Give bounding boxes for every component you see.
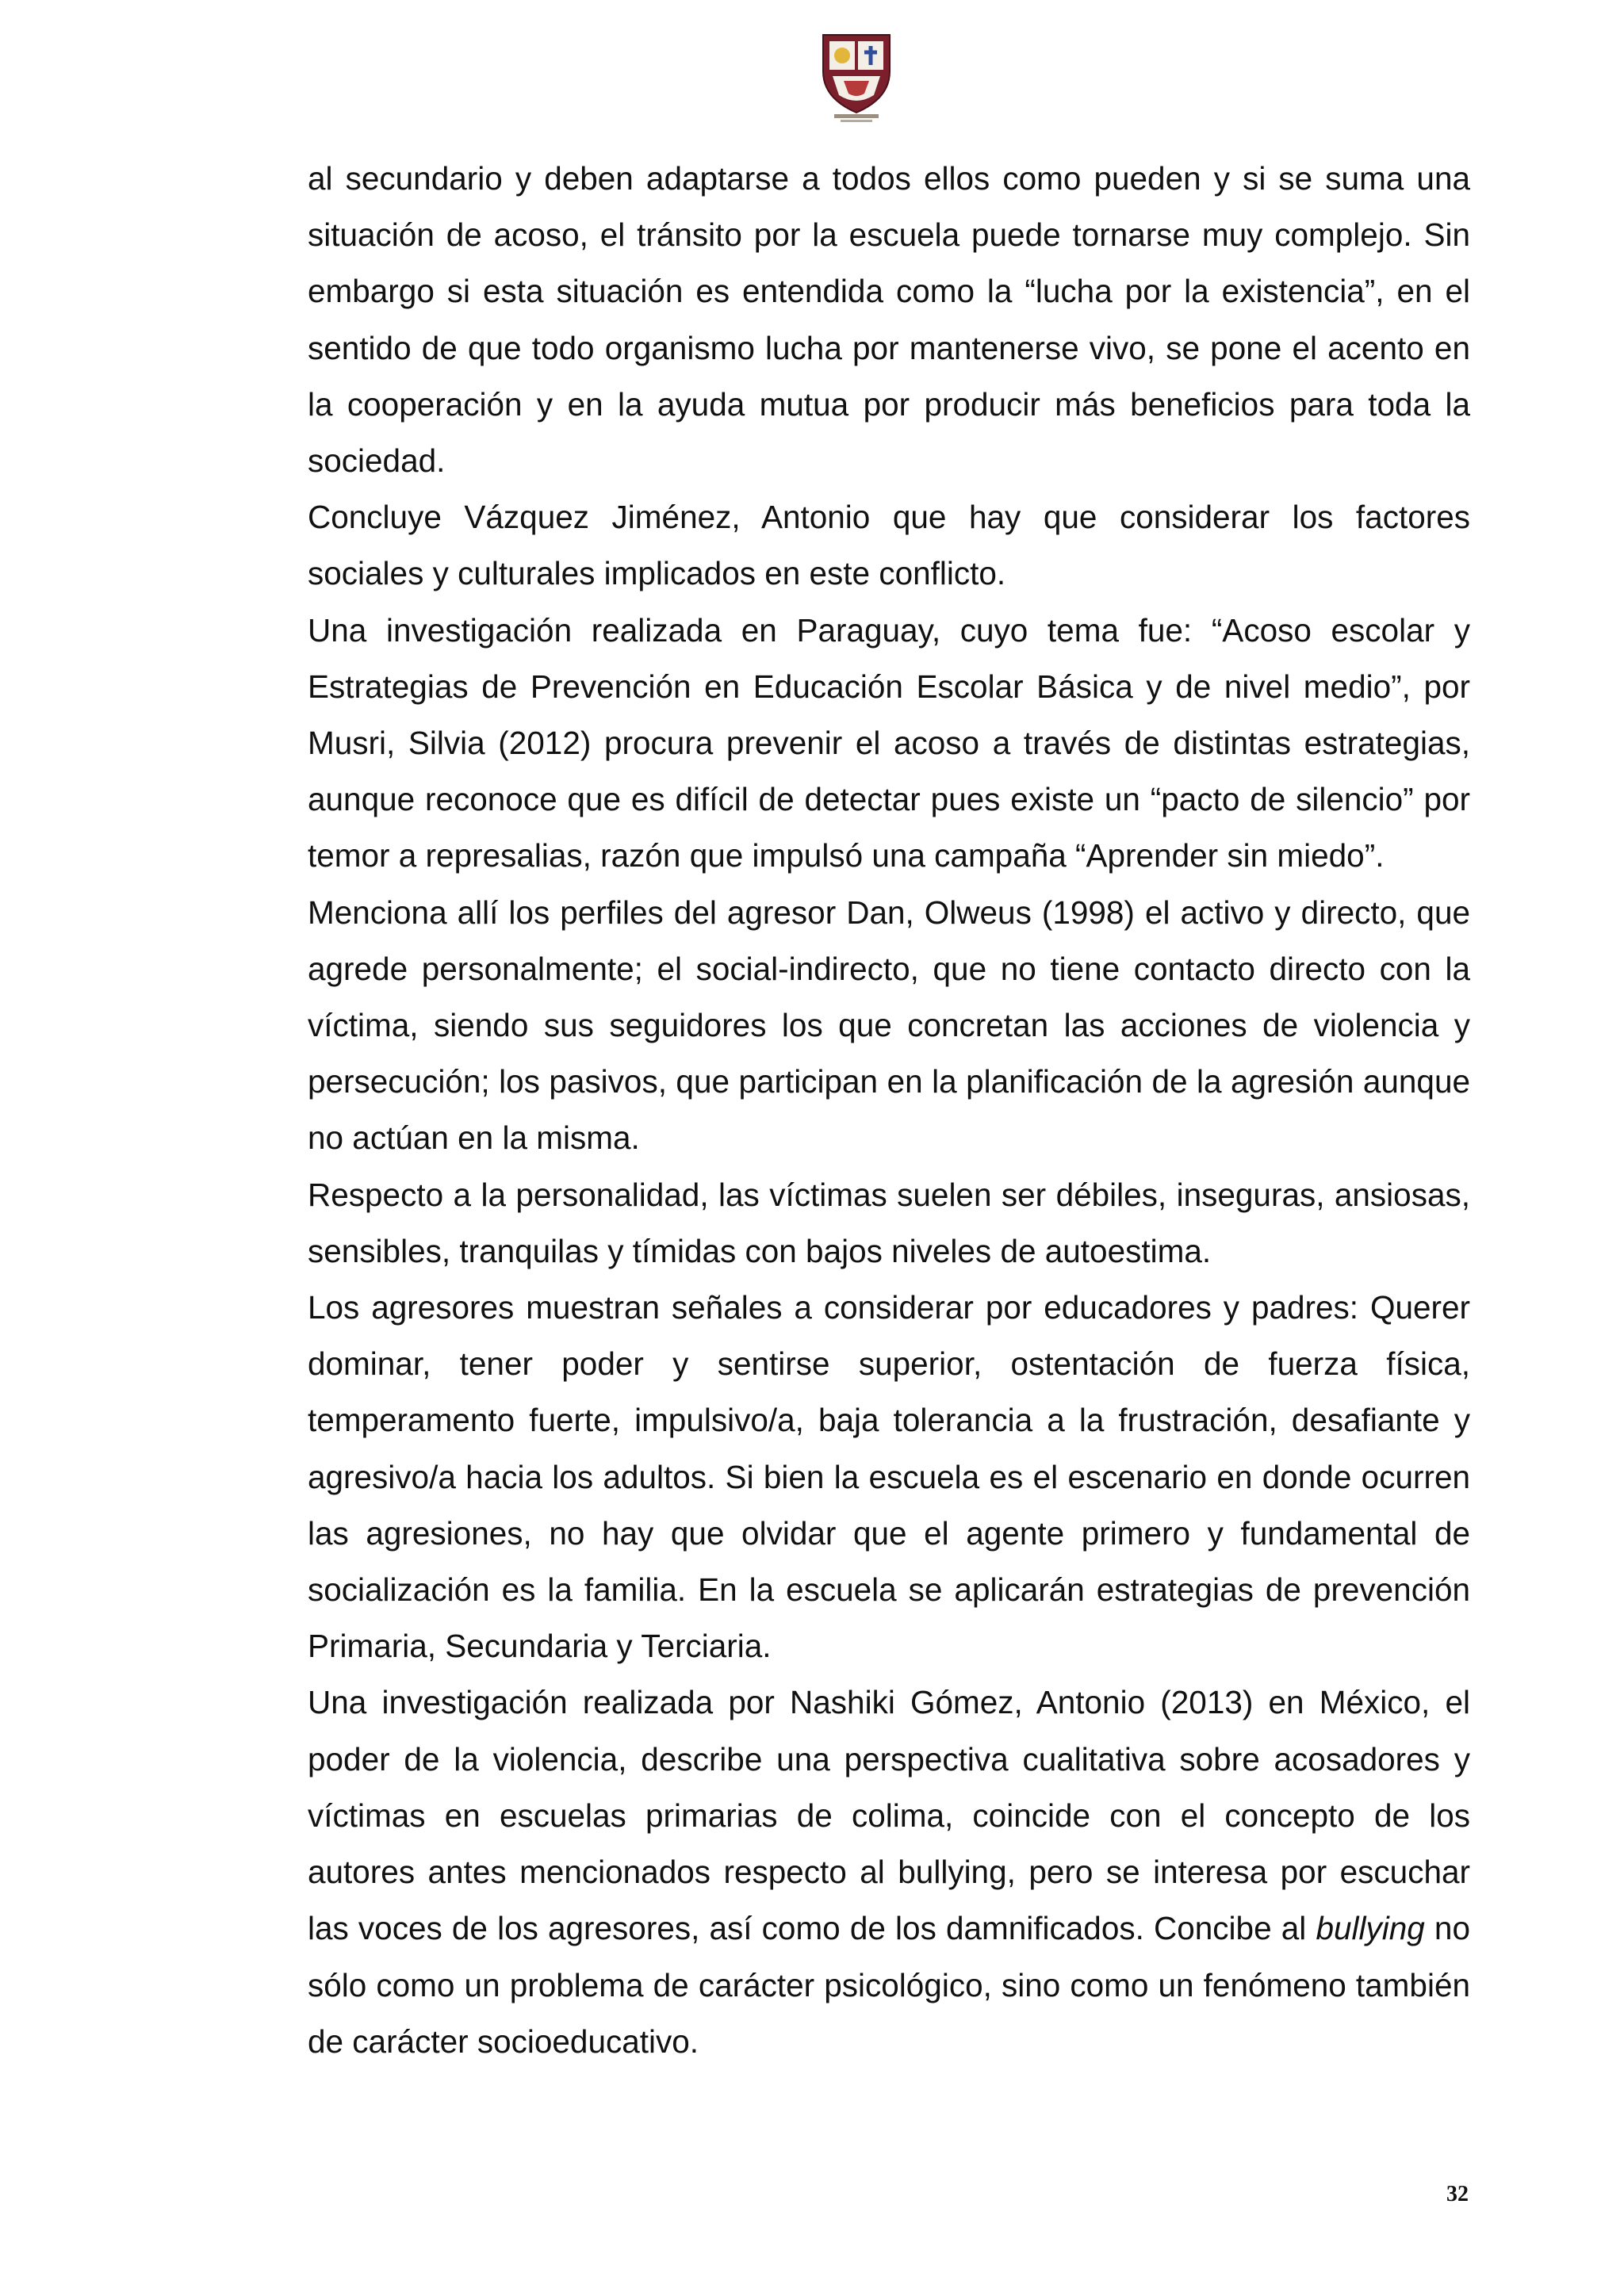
paragraph: al secundario y deben adaptarse a todos ellos como pueden y si se suma una situación de acoso, el tránsito por la escuela puede tornarse muy complejo. Sin embargo si esta situación es entendida como la “lucha por la existencia”, en el sentido de que todo organismo lucha por mantenerse vivo, se pone el acento en la cooperación y en la ayuda mutua por producir más beneficios para toda la sociedad. [308, 160, 1470, 480]
paragraph: Menciona allí los perfiles del agresor Dan, Olweus (1998) el activo y directo, que agrede personalmente; el social-indirecto, que no tiene contacto directo con la víctima, siendo sus seguidores los que concretan las acciones de violencia y persecución; los pasivos, que participan en la planificación de la agresión aunque no actúan en la misma. [308, 894, 1470, 1157]
italic-term: bullying [1316, 1910, 1425, 1947]
page-number: 32 [1446, 2182, 1469, 2206]
paragraph: Los agresores muestran señales a considerar por educadores y padres: Querer dominar, tener poder y sentirse superior, ostentación de fuerza física, temperamento fuerte, impulsivo/a, baja tolerancia a la frustración, desafiante y agresivo/a hacia los adultos. Si bien la escuela es el escenario en donde ocurren las agresiones, no hay que olvidar que el agente primero y fundamental de socialización es la familia. En la escuela se aplicarán estrategias de prevención Primaria, Secundaria y Terciaria. [308, 1289, 1470, 1665]
paragraph: Concluye Vázquez Jiménez, Antonio que hay que considerar los factores sociales y culturales implicados en este conflicto. [308, 499, 1470, 592]
institution-crest-icon [817, 30, 896, 125]
paragraph [308, 1674, 1470, 2069]
paragraph: Una investigación realizada en Paraguay, cuyo tema fue: “Acoso escolar y Estrategias de Prevención en Educación Escolar Básica y de nivel medio”, por Musri, Silvia (2012) procura prevenir el acoso a través de distintas estrategias, aunque reconoce que es difícil de detectar pues existe un “pacto de silencio” por temor a represalias, razón que impulsó una campaña “Aprender sin miedo”. [308, 611, 1470, 874]
paragraph-text: no sólo como un problema de carácter psicológico, sino como un fenómeno también de carácter socioeducativo. [308, 1910, 1470, 2060]
paragraph: Respecto a la personalidad, las víctimas suelen ser débiles, inseguras, ansiosas, sensibles, tranquilas y tímidas con bajos niveles de autoestima. [308, 1176, 1470, 1269]
body-text [308, 151, 1470, 2070]
paragraph-text: Una investigación realizada por Nashiki Gómez, Antonio (2013) en México, el poder de la violencia, describe una perspectiva cualitativa sobre acosadores y víctimas en escuelas primarias de colima, coincide con el concepto de los autores antes mencionados respecto al bullying, pero se interesa por escuchar las voces de los agresores, así como de los damnificados. Concibe al [308, 1684, 1470, 1947]
